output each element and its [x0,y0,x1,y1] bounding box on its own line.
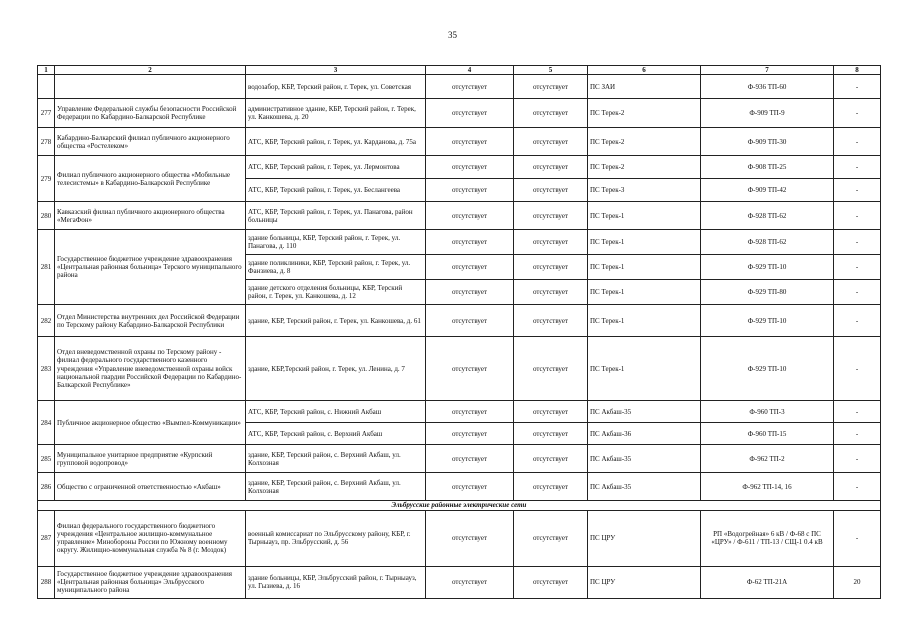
cell-col4: отсутствует [426,473,514,501]
column-header: 1 [38,66,55,75]
cell-col4: отсутствует [426,423,514,445]
row-number: 287 [38,510,55,566]
cell-col8: - [834,230,881,255]
substation: ПС Акбаш-36 [588,423,701,445]
cell-col8: - [834,510,881,566]
organization-name: Управление Федеральной службы безопасности Российской Федерации по Кабардино-Балкарской Республике [55,99,246,128]
row-number: 277 [38,99,55,128]
cell-col8: - [834,99,881,128]
cell-col5: отсутствует [514,423,588,445]
organization-name: Кабардино-Балкарский филиал публичного акционерного общества «Ростелеком» [55,128,246,156]
column-header: 4 [426,66,514,75]
cell-col4: отсутствует [426,230,514,255]
object-address: АТС, КБР, Терский район, г. Терек, ул. Панагова, район больницы [246,202,426,230]
feeder: Ф-929 ТП-10 [701,255,834,280]
section-title: Эльбрусские районные электрические сети [38,501,881,510]
cell-col4: отсутствует [426,566,514,598]
row-number: 283 [38,337,55,401]
cell-col4: отсутствует [426,280,514,305]
column-header: 8 [834,66,881,75]
cell-col5: отсутствует [514,156,588,179]
substation: ПС Терек-1 [588,305,701,337]
cell-col5: отсутствует [514,255,588,280]
table-row [38,337,881,401]
cell-col8: - [834,305,881,337]
substation: ПС ЗАИ [588,75,701,99]
row-number: 282 [38,305,55,337]
substation: ПС Акбаш-35 [588,445,701,473]
substation: ПС Терек-1 [588,280,701,305]
table-row [38,510,881,566]
feeder: Ф-929 ТП-10 [701,305,834,337]
organization-name: Общество с ограниченной ответственностью «Акбаш» [55,473,246,501]
object-address: водозабор, КБР, Терский район, г. Терек, ул. Советская [246,75,426,99]
object-address: военный комиссариат по Эльбрусскому району, КБР, г. Тырныауз, пр. Эльбрусский, д. 56 [246,510,426,566]
cell-col5: отсутствует [514,280,588,305]
row-number: 284 [38,401,55,445]
cell-col8: - [834,75,881,99]
object-address: здание, КБР, Терский район, с. Верхний Акбаш, ул. Колхозная [246,473,426,501]
cell-col5: отсутствует [514,510,588,566]
organization-name: Государственное бюджетное учреждение здравоохранения «Центральная районная больница» Терского муниципального района [55,230,246,305]
substation: ПС Терек-1 [588,337,701,401]
cell-col4: отсутствует [426,156,514,179]
cell-col5: отсутствует [514,445,588,473]
column-header: 6 [588,66,701,75]
row-number: 288 [38,566,55,598]
organization-name: Отдел Министерства внутренних дел Российской Федерации по Терскому району Кабардино-Балкарской Республики [55,305,246,337]
feeder: Ф-929 ТП-10 [701,337,834,401]
organization-name: Кавказский филиал публичного акционерного общества «МегаФон» [55,202,246,230]
cell-col4: отсутствует [426,128,514,156]
row-number: 279 [38,156,55,202]
cell-col5: отсутствует [514,179,588,202]
cell-col8: 20 [834,566,881,598]
cell-col4: отсутствует [426,305,514,337]
table-row [38,305,881,337]
table-row [38,156,881,179]
cell-col5: отсутствует [514,337,588,401]
cell-col8: - [834,128,881,156]
feeder: Ф-928 ТП-62 [701,230,834,255]
row-number [38,75,55,99]
feeder: Ф-928 ТП-62 [701,202,834,230]
table-row [38,401,881,423]
table-row [38,99,881,128]
table-row [38,445,881,473]
organization-name: Отдел вневедомственной охраны по Терскому району - филиал федерального государственного казенного учреждения «Управление вневедомственной охраны войск национальной гвардии Российской Федерации по Кабардино-Балкарской Республике» [55,337,246,401]
cell-col4: отсутствует [426,510,514,566]
feeder: Ф-960 ТП-15 [701,423,834,445]
section-row [38,501,881,510]
feeder: Ф-929 ТП-80 [701,280,834,305]
cell-col8: - [834,280,881,305]
row-number: 285 [38,445,55,473]
organization-name: Государственное бюджетное учреждение здравоохранения «Центральная районная больница» Эльбрусского муниципального района [55,566,246,598]
object-address: здание, КБР,Терский район, г. Терек, ул. Ленина, д. 7 [246,337,426,401]
row-number: 286 [38,473,55,501]
object-address: АТС, КБР, Терский район, г. Терек, ул. Лермонтова [246,156,426,179]
cell-col5: отсутствует [514,305,588,337]
table-row [38,202,881,230]
feeder: Ф-909 ТП-42 [701,179,834,202]
feeder: РП «Водогрейная» 6 кВ / Ф-68 с ПС «ЦРУ» / Ф-611 / ТП-13 / СЩ-1 0.4 кВ [701,510,834,566]
object-address: АТС, КБР, Терский район, с. Верхний Акбаш [246,423,426,445]
feeder: Ф-909 ТП-30 [701,128,834,156]
object-address: здание, КБР, Терский район, с. Верхний Акбаш, ул. Колхозная [246,445,426,473]
table-row [38,128,881,156]
cell-col8: - [834,179,881,202]
cell-col8: - [834,473,881,501]
organization-name [55,75,246,99]
substation: ПС Терек-2 [588,156,701,179]
priority-consumers-table [37,65,881,599]
column-header: 5 [514,66,588,75]
substation: ПС Терек-1 [588,202,701,230]
substation: ПС Терек-2 [588,99,701,128]
page-number: 35 [448,30,457,40]
cell-col5: отсутствует [514,473,588,501]
substation: ПС ЦРУ [588,510,701,566]
substation: ПС Терек-2 [588,128,701,156]
row-number: 278 [38,128,55,156]
object-address: АТС, КБР, Терский район, г. Терек, ул. Беслангеева [246,179,426,202]
organization-name: Муниципальное унитарное предприятие «Курпский групповой водопровод» [55,445,246,473]
feeder: Ф-62 ТП-21А [701,566,834,598]
feeder: Ф-960 ТП-3 [701,401,834,423]
table-row [38,75,881,99]
substation: ПС ЦРУ [588,566,701,598]
cell-col8: - [834,156,881,179]
cell-col4: отсутствует [426,99,514,128]
cell-col8: - [834,337,881,401]
column-header: 3 [246,66,426,75]
substation: ПС Акбаш-35 [588,401,701,423]
substation: ПС Акбаш-35 [588,473,701,501]
cell-col5: отсутствует [514,128,588,156]
column-header: 2 [55,66,246,75]
cell-col5: отсутствует [514,99,588,128]
table-row [38,473,881,501]
cell-col4: отсутствует [426,202,514,230]
substation: ПС Терек-1 [588,230,701,255]
cell-col4: отсутствует [426,75,514,99]
object-address: здание поликлиники, КБР, Терский район, г. Терек, ул. Фанзиева, д. 8 [246,255,426,280]
cell-col5: отсутствует [514,202,588,230]
object-address: здание, КБР, Терский район, г. Терек, ул. Канкошева, д. 61 [246,305,426,337]
column-header-row [38,66,881,75]
cell-col8: - [834,423,881,445]
cell-col4: отсутствует [426,255,514,280]
feeder: Ф-962 ТП-14, 16 [701,473,834,501]
cell-col8: - [834,401,881,423]
table-row [38,230,881,255]
cell-col4: отсутствует [426,179,514,202]
cell-col4: отсутствует [426,401,514,423]
feeder: Ф-909 ТП-9 [701,99,834,128]
object-address: здание больницы, КБР, Терский район, г. Терек, ул. Панагова, д. 110 [246,230,426,255]
cell-col8: - [834,445,881,473]
organization-name: Публичное акционерное общество «Вымпел-Коммуникации» [55,401,246,445]
organization-name: Филиал публичного акционерного общества «Мобильные телесистемы» в Кабардино-Балкарской Республике [55,156,246,202]
object-address: АТС, КБР, Терский район, г. Терек, ул. Карданова, д. 75а [246,128,426,156]
substation: ПС Терек-3 [588,179,701,202]
substation: ПС Терек-1 [588,255,701,280]
object-address: здание детского отделения больницы, КБР, Терский район, г. Терек, ул. Канкошева, д. 12 [246,280,426,305]
cell-col4: отсутствует [426,337,514,401]
column-header: 7 [701,66,834,75]
object-address: АТС, КБР, Терский район, с. Нижний Акбаш [246,401,426,423]
organization-name: Филиал федерального государственного бюджетного учреждения «Центральное жилищно-коммунальное управление» Минобороны России по Южному военному округу. Жилищно-коммунальная служба № 8 (г. Моздок) [55,510,246,566]
feeder: Ф-908 ТП-25 [701,156,834,179]
cell-col8: - [834,202,881,230]
cell-col5: отсутствует [514,75,588,99]
cell-col8: - [834,255,881,280]
feeder: Ф-962 ТП-2 [701,445,834,473]
cell-col4: отсутствует [426,445,514,473]
object-address: административное здание, КБР, Терский район, г. Терек, ул. Канкошева, д. 20 [246,99,426,128]
table-row [38,566,881,598]
cell-col5: отсутствует [514,566,588,598]
row-number: 281 [38,230,55,305]
cell-col5: отсутствует [514,230,588,255]
feeder: Ф-936 ТП-60 [701,75,834,99]
row-number: 280 [38,202,55,230]
object-address: здание больницы, КБР, Эльбрусский район, г. Тырныауз, ул. Гызиева, д. 16 [246,566,426,598]
cell-col5: отсутствует [514,401,588,423]
